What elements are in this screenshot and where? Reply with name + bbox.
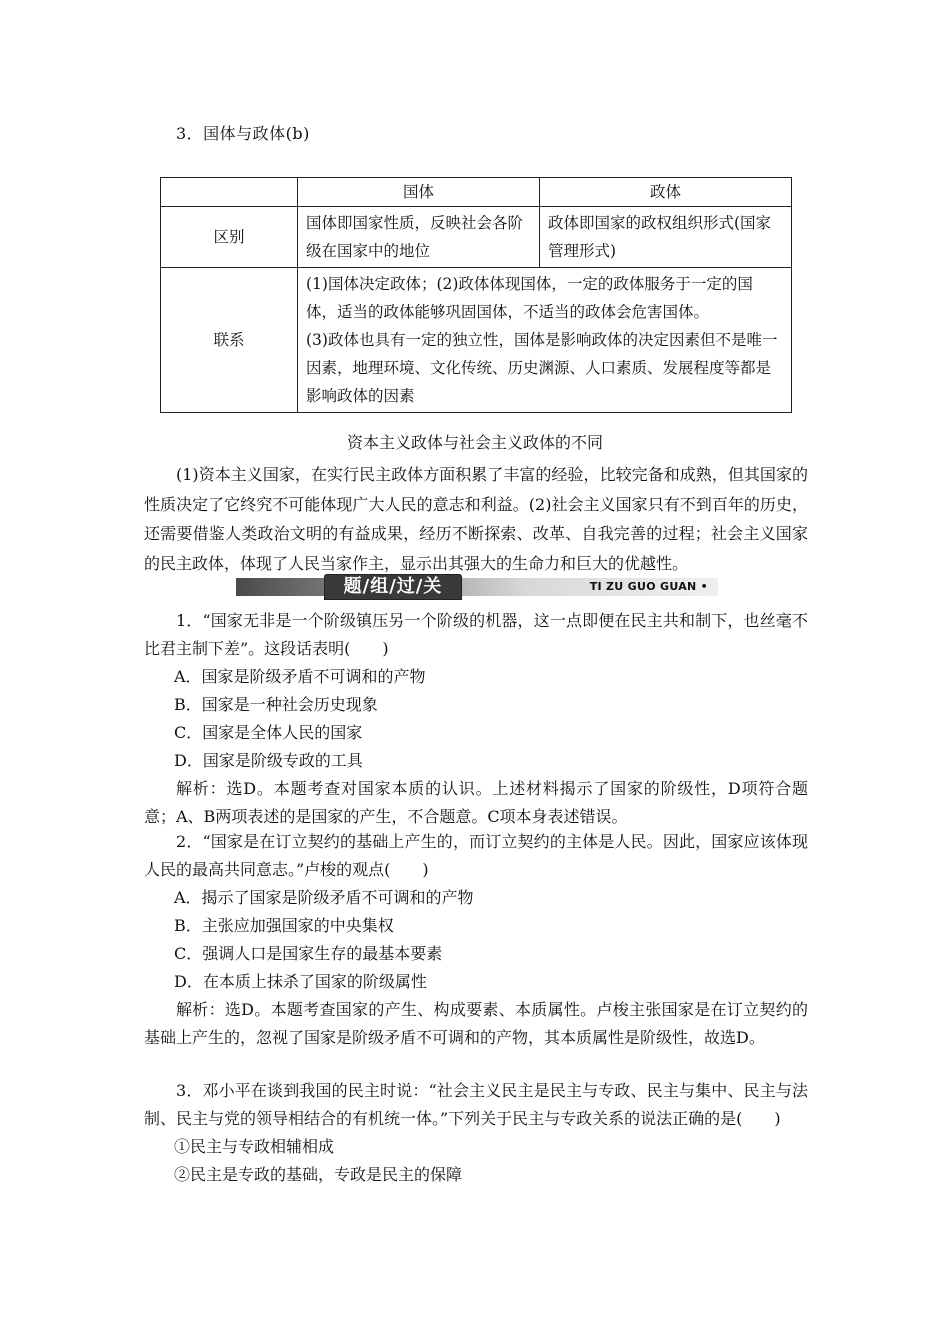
table-cell-relation [298, 268, 792, 413]
question-option: ①民主与专政相辅相成 [174, 1137, 335, 1156]
table-header-empty [161, 178, 298, 207]
question-stem: 3．邓小平在谈到我国的民主时说：“社会主义民主是民主与专政、民主与集中、民主与法制、民主与党的领导相结合的有机统一体。”下列关于民主与专政关系的说法正确的是( ) [144, 1081, 808, 1128]
section-banner [236, 574, 718, 600]
question-option: D．在本质上抹杀了国家的阶级属性 [174, 972, 427, 991]
table-row-difference [161, 207, 792, 268]
table-header-row [161, 178, 792, 207]
relation-line-1: (1)国体决定政体；(2)政体体现国体，一定的政体服务于一定的国体，适当的政体能够巩固国体，不适当的政体会危害国体。 [306, 275, 753, 321]
banner-tab [324, 574, 462, 600]
banner-title: 题/组/过/关 [343, 576, 443, 597]
table-header-zhengti: 政体 [540, 178, 792, 207]
banner-subtitle: TI ZU GUO GUAN • [589, 580, 708, 593]
question-option: A．国家是阶级矛盾不可调和的产物 [174, 667, 426, 686]
question-2 [144, 828, 808, 1052]
question-option: ②民主是专政的基础，专政是民主的保障 [174, 1165, 463, 1184]
question-option: B．国家是一种社会历史现象 [174, 695, 378, 714]
note-title: 资本主义政体与社会主义政体的不同 [346, 433, 603, 452]
question-option: A．揭示了国家是阶级矛盾不可调和的产物 [174, 888, 474, 907]
table-row-relation [161, 268, 792, 413]
table-cell-guoti: 国体即国家性质，反映社会各阶级在国家中的地位 [298, 207, 540, 268]
question-stem: 1．“国家无非是一个阶级镇压另一个阶级的机器，这一点即便在民主共和制下，也丝毫不比君主制下差”。这段话表明( ) [144, 611, 808, 658]
question-option: B．主张应加强国家的中央集权 [174, 916, 394, 935]
note-body: (1)资本主义国家，在实行民主政体方面积累了丰富的经验，比较完备和成熟，但其国家的性质决定了它终究不可能体现广大人民的意志和利益。(2)社会主义国家只有不到百年的历史，还需要借鉴人类政治文明的有益成果，经历不断探索、改革、自我完善的过程；社会主义国家的民主政体，体现了人民当家作主，显示出其强大的生命力和巨大的优越性。 [144, 465, 808, 573]
question-1 [144, 607, 808, 831]
comparison-table [160, 177, 792, 413]
question-stem: 2．“国家是在订立契约的基础上产生的，而订立契约的主体是人民。因此，国家应该体现人民的最高共同意志。”卢梭的观点( ) [144, 832, 808, 879]
table-header-guoti: 国体 [298, 178, 540, 207]
table-row-label: 联系 [161, 268, 298, 413]
table-cell-zhengti: 政体即国家的政权组织形式(国家管理形式) [540, 207, 792, 268]
table-row-label: 区别 [161, 207, 298, 268]
question-analysis: 解析：选D。本题考查国家的产生、构成要素、本质属性。卢梭主张国家是在订立契约的基础上产生的，忽视了国家是阶级矛盾不可调和的产物，其本质属性是阶级性，故选D。 [144, 1000, 808, 1047]
question-option: C．国家是全体人民的国家 [174, 723, 363, 742]
relation-line-2: (3)政体也具有一定的独立性，国体是影响政体的决定因素但不是唯一因素，地理环境、文化传统、历史渊源、人口素质、发展程度等都是影响政体的因素 [306, 331, 778, 405]
question-analysis: 解析：选D。本题考查对国家本质的认识。上述材料揭示了国家的阶级性，D项符合题意；A、B两项表述的是国家的产生，不合题意。C项本身表述错误。 [144, 779, 808, 826]
question-option: C．强调人口是国家生存的最基本要素 [174, 944, 443, 963]
question-3 [144, 1077, 808, 1189]
section-title: 3．国体与政体(b) [176, 124, 310, 143]
question-option: D．国家是阶级专政的工具 [174, 751, 363, 770]
